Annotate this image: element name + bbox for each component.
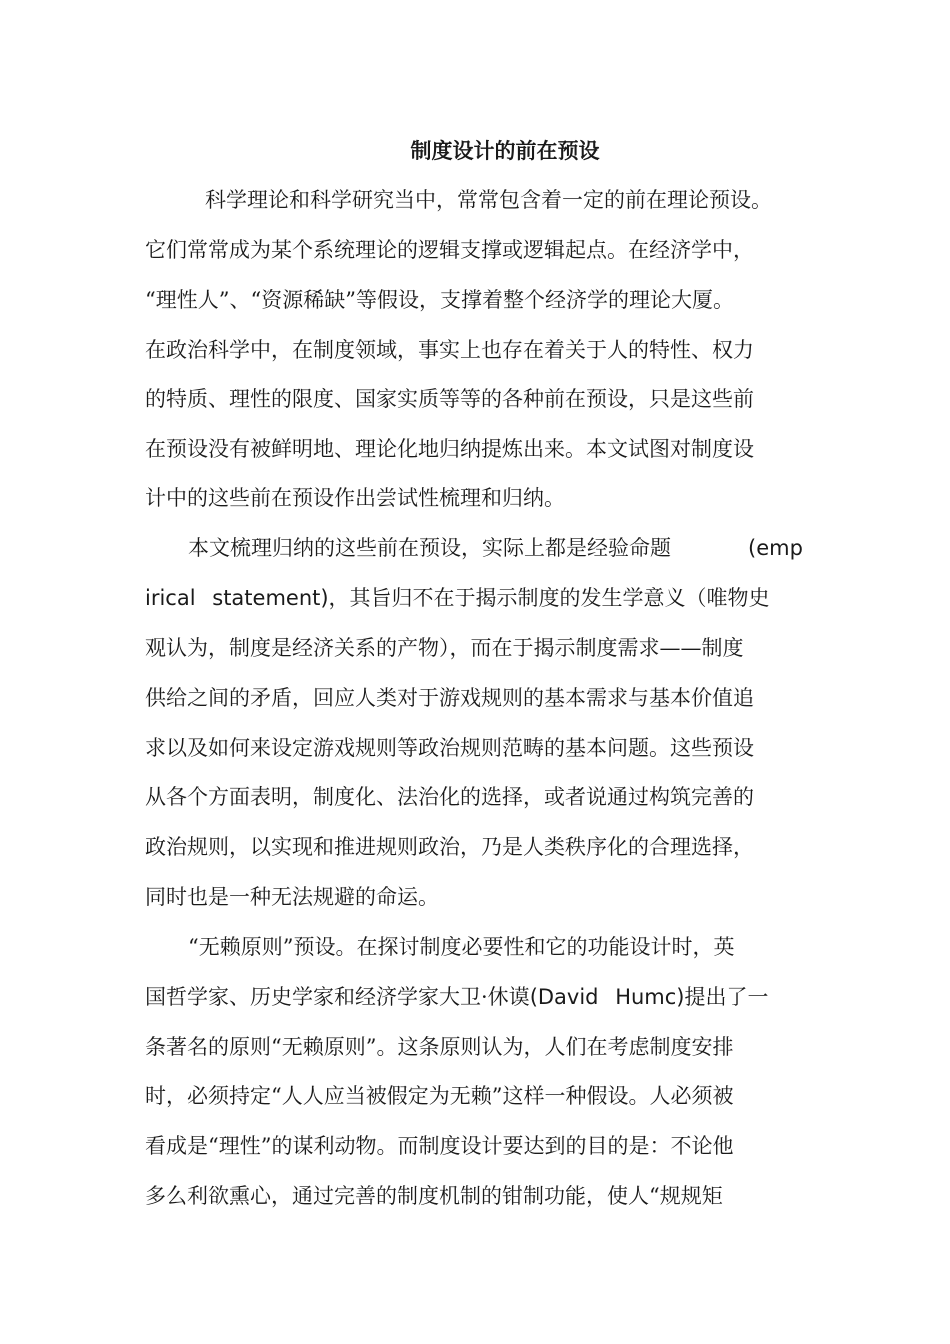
paragraph-line: 的特质、理性的限度、国家实质等等的各种前在预设，只是这些前 — [145, 387, 754, 411]
paragraph-text: (emp — [748, 536, 803, 560]
paragraph-line: 条著名的原则“无赖原则”。这条原则认为，人们在考虑制度安排 — [145, 1035, 734, 1059]
paragraph-line — [145, 982, 815, 1012]
paragraph-text: (David — [529, 985, 599, 1009]
paragraph-text: Humc)提出了一 — [615, 985, 769, 1009]
document-title: 制度设计的前在预设 — [410, 139, 600, 163]
paragraph-line: 观认为，制度是经济关系的产物），而在于揭示制度需求——制度 — [145, 636, 744, 660]
paragraph-line: 同时也是一种无法规避的命运。 — [145, 885, 439, 909]
paragraph-line: 时，必须持定“人人应当被假定为无赖”这样一种假设。人必须被 — [145, 1084, 734, 1108]
paragraph-text: statement)，其旨归不在于揭示制度的发生学意义（唯物史 — [212, 586, 770, 610]
paragraph-line — [188, 533, 808, 563]
paragraph-text: irical — [145, 586, 196, 610]
paragraph-line: 科学理论和科学研究当中，常常包含着一定的前在理论预设。 — [205, 188, 772, 212]
paragraph-line — [145, 583, 815, 613]
paragraph-line: 看成是“理性”的谋利动物。而制度设计要达到的目的是：不论他 — [145, 1134, 734, 1158]
paragraph-line: 政治规则，以实现和推进规则政治，乃是人类秩序化的合理选择， — [145, 835, 754, 859]
paragraph-text: 国哲学家、历史学家和经济学家大卫·休谟 — [145, 985, 530, 1009]
paragraph-line: 它们常常成为某个系统理论的逻辑支撑或逻辑起点。在经济学中， — [145, 238, 754, 262]
paragraph-line: 在政治科学中，在制度领域，事实上也存在着关于人的特性、权力 — [145, 338, 754, 362]
paragraph-line: 多么利欲熏心，通过完善的制度机制的钳制功能，使人“规规矩 — [145, 1184, 723, 1208]
paragraph-line: 供给之间的矛盾，回应人类对于游戏规则的基本需求与基本价值追 — [145, 686, 754, 710]
paragraph-line: 从各个方面表明，制度化、法治化的选择，或者说通过构筑完善的 — [145, 785, 754, 809]
paragraph-line: 计中的这些前在预设作出尝试性梳理和归纳。 — [145, 486, 565, 510]
paragraph-line: 求以及如何来设定游戏规则等政治规则范畴的基本问题。这些预设 — [145, 736, 754, 760]
paragraph-line: “无赖原则”预设。在探讨制度必要性和它的功能设计时，英 — [188, 935, 735, 959]
paragraph-text: 本文梳理归纳的这些前在预设，实际上都是经验命题 — [188, 536, 671, 560]
paragraph-line: “理性人”、“资源稀缺”等假设，支撑着整个经济学的理论大厦。 — [145, 288, 734, 312]
paragraph-line: 在预设没有被鲜明地、理论化地归纳提炼出来。本文试图对制度设 — [145, 437, 754, 461]
